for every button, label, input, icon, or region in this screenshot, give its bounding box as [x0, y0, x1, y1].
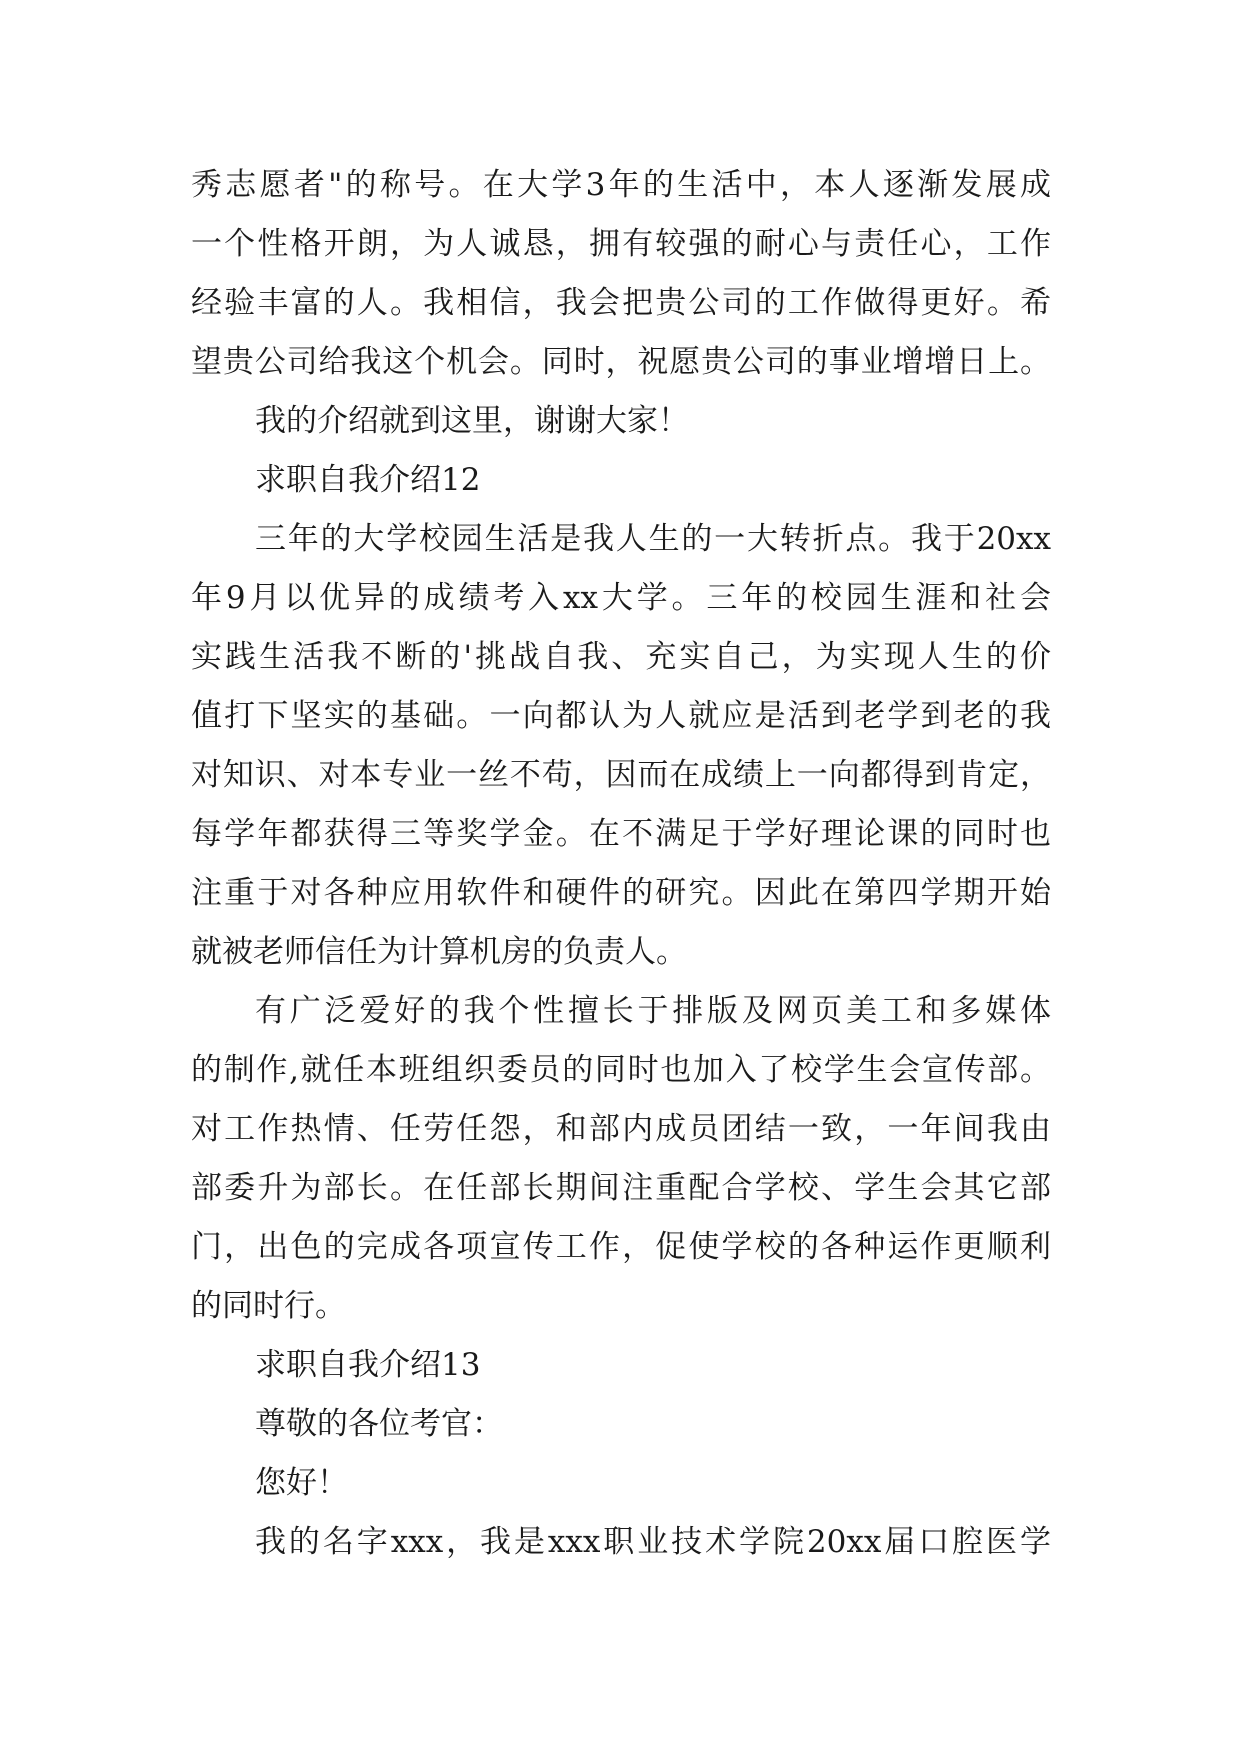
closing-line: 我的介绍就到这里，谢谢大家！ — [255, 403, 689, 439]
salutation: 尊敬的各位考官： — [255, 1406, 503, 1442]
text-line: 的同时行。 — [191, 1288, 346, 1324]
text-line: 门，出色的完成各项宣传工作，促使学校的各种运作更顺利 — [191, 1229, 1051, 1265]
text-line: 我的名字xxx，我是xxx职业技术学院20xx届口腔医学 — [255, 1524, 1051, 1560]
text-line: 望贵公司给我这个机会。同时，祝愿贵公司的事业增增日上。 — [191, 344, 1051, 380]
text-line: 年9月以优异的成绩考入xx大学。三年的校园生涯和社会 — [191, 580, 1051, 616]
text-line: 就被老师信任为计算机房的负责人。 — [191, 934, 687, 970]
text-line: 秀志愿者"的称号。在大学3年的生活中，本人逐渐发展成 — [191, 167, 1051, 203]
section-heading: 求职自我介绍12 — [255, 462, 481, 498]
text-line: 一个性格开朗，为人诚恳，拥有较强的耐心与责任心，工作 — [191, 226, 1051, 262]
text-line: 每学年都获得三等奖学金。在不满足于学好理论课的同时也 — [191, 816, 1051, 852]
text-line: 经验丰富的人。我相信，我会把贵公司的工作做得更好。希 — [191, 285, 1051, 321]
text-line: 值打下坚实的基础。一向都认为人就应是活到老学到老的我 — [191, 698, 1051, 734]
text-line: 对知识、对本专业一丝不苟，因而在成绩上一向都得到肯定， — [191, 757, 1051, 793]
text-line: 部委升为部长。在任部长期间注重配合学校、学生会其它部 — [191, 1170, 1051, 1206]
text-line: 的制作,就任本班组织委员的同时也加入了校学生会宣传部。 — [191, 1052, 1051, 1088]
text-line: 对工作热情、任劳任怨，和部内成员团结一致，一年间我由 — [191, 1111, 1051, 1147]
text-line: 注重于对各种应用软件和硬件的研究。因此在第四学期开始 — [191, 875, 1051, 911]
text-line: 三年的大学校园生活是我人生的一大转折点。我于20xx — [255, 521, 1051, 557]
text-line: 实践生活我不断的'挑战自我、充实自己，为实现人生的价 — [191, 639, 1051, 675]
section-heading: 求职自我介绍13 — [255, 1347, 481, 1383]
text-line: 有广泛爱好的我个性擅长于排版及网页美工和多媒体 — [255, 993, 1051, 1029]
greeting: 您好！ — [255, 1465, 348, 1501]
